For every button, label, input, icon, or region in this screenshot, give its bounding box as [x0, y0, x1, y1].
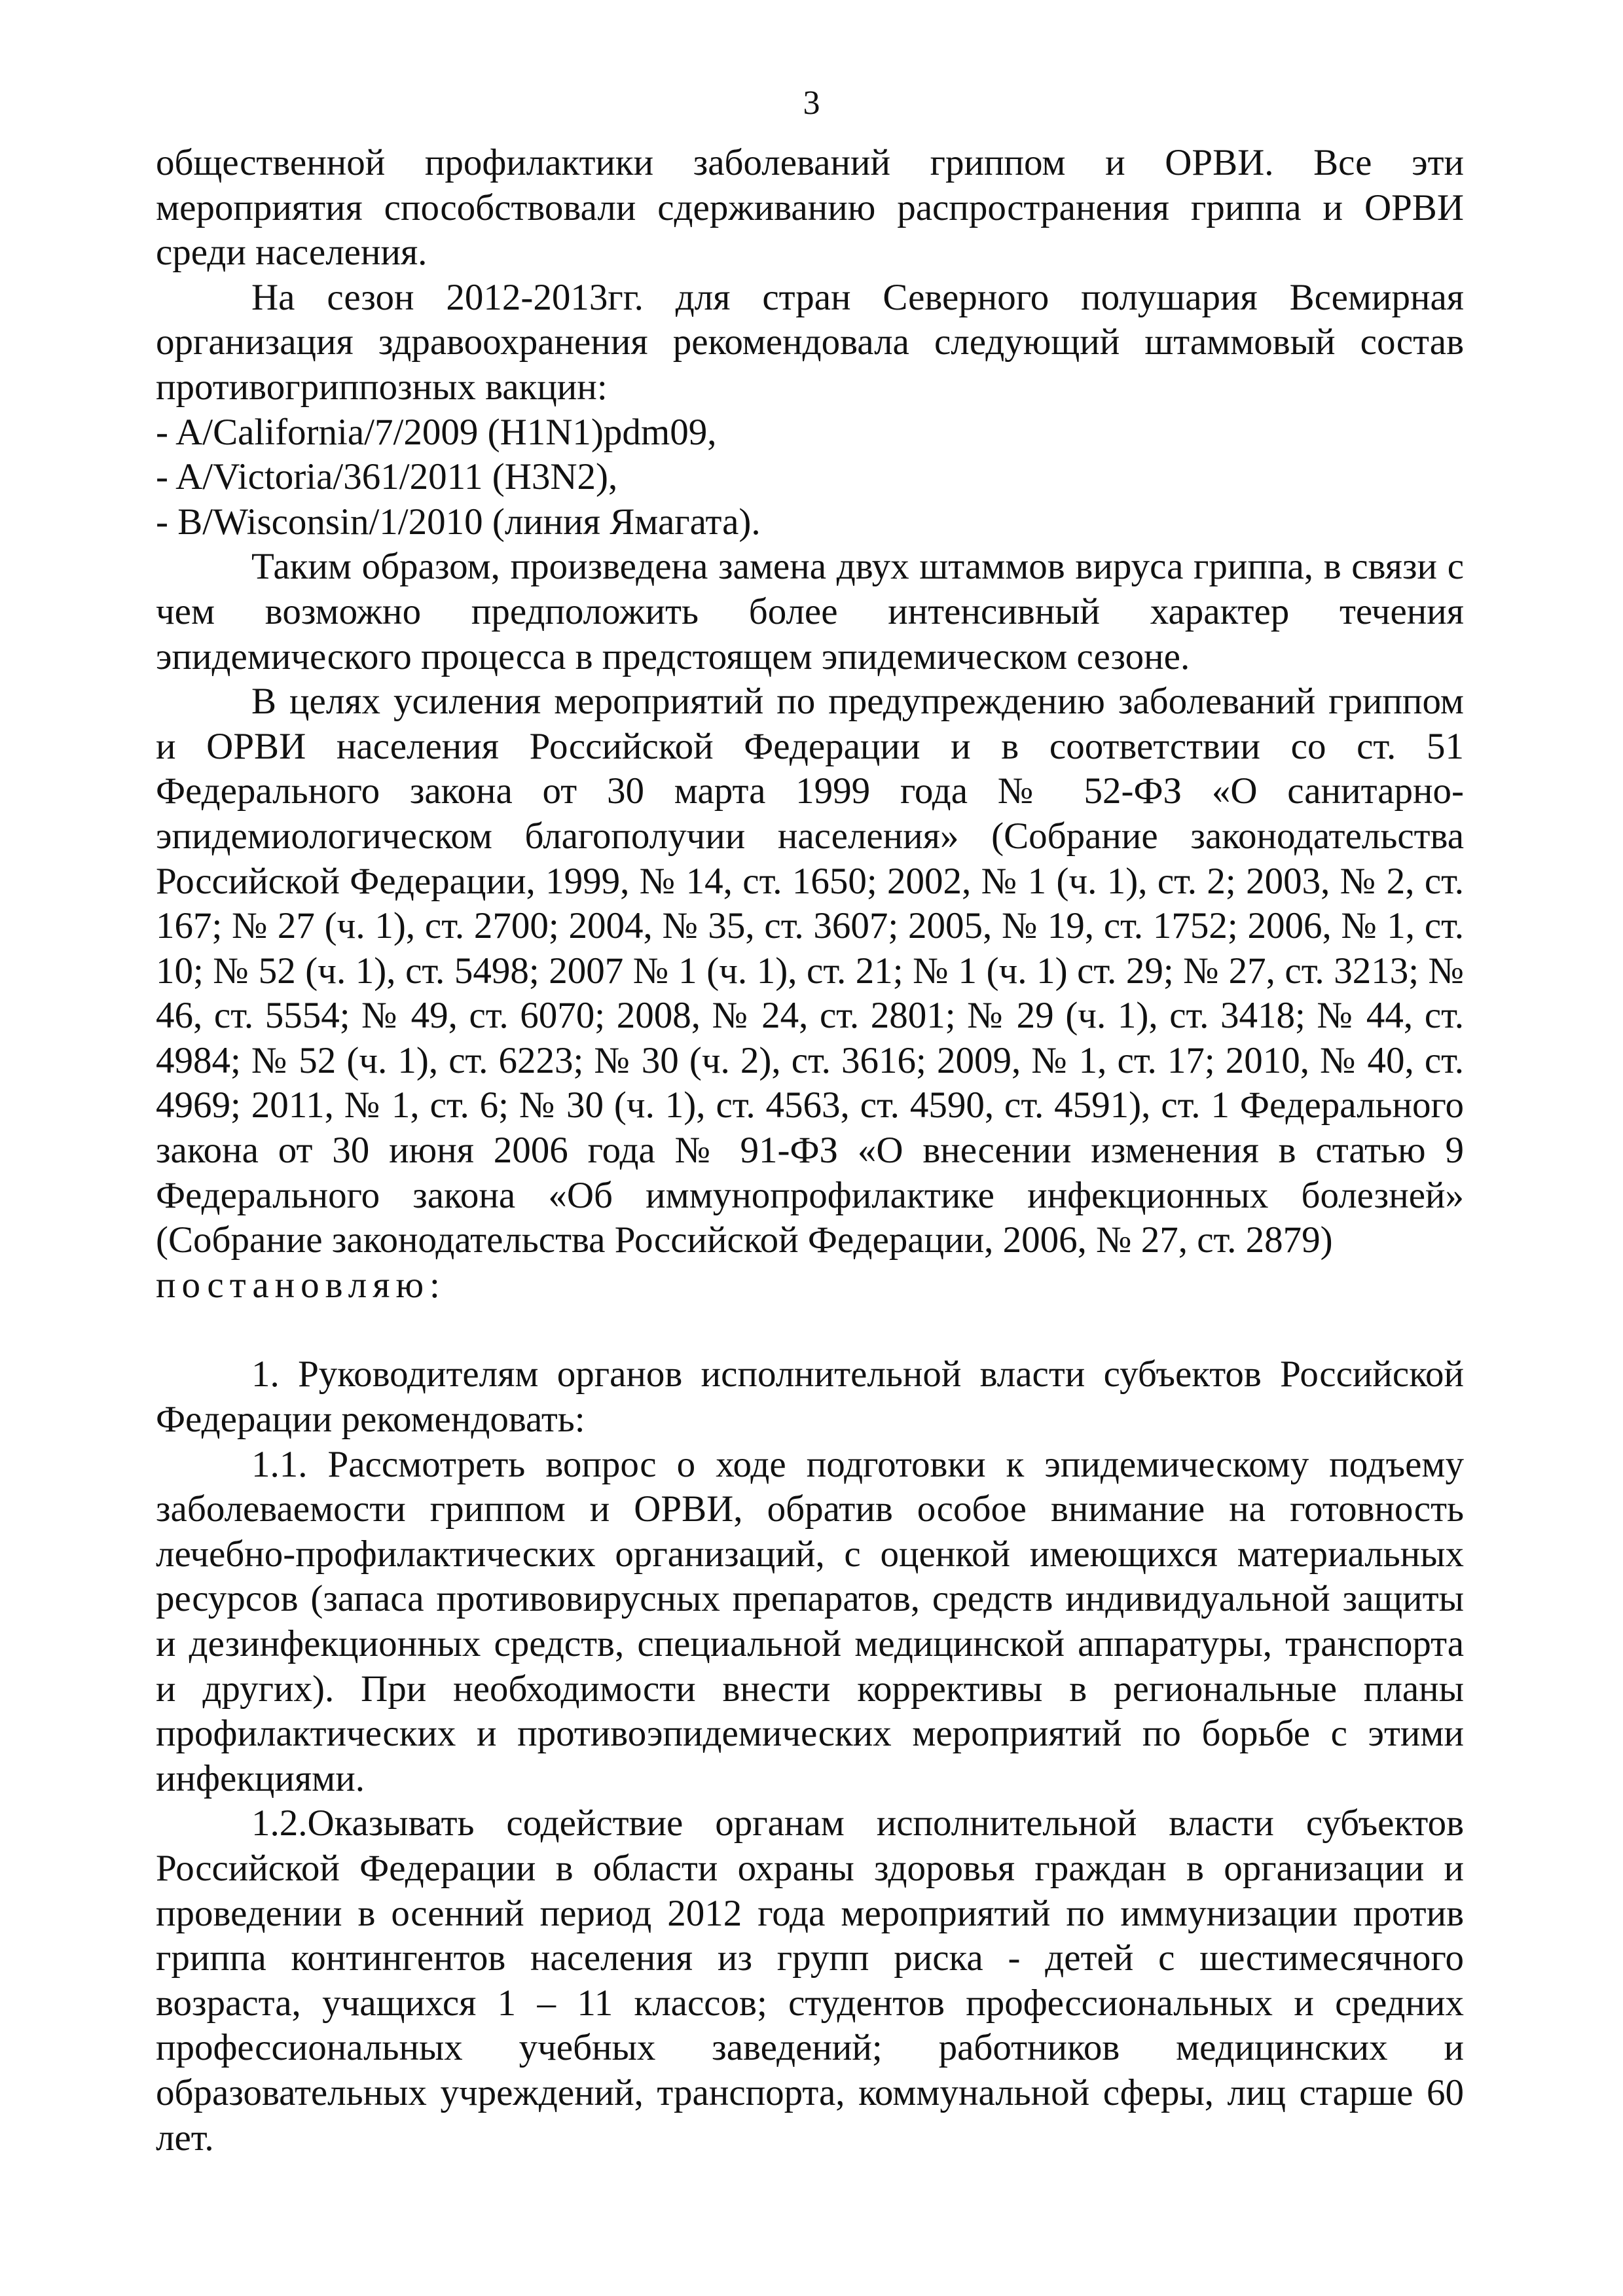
- paragraph-intro: общественной профилактики заболеваний гриппом и ОРВИ. Все эти мероприятия способствовали сдерживанию распространения гриппа и ОРВИ среди населения.: [156, 142, 1464, 274]
- item-1-2: 1.2.Оказывать содействие органам исполнительной власти субъектов Российской Федерации в области охраны здоровья граждан в организации и проведении в осенний период 2012 года мероприятий по иммунизации против гриппа контингентов населения из групп риска - детей с шестимесячного возраста, учащихся 1 – 11 классов; студентов профессиональных и средних профессиональных учебных заведений; работников медицинских и образовательных учреждений, транспорта, коммунальной сферы, лиц старше 60 лет.: [156, 1803, 1464, 2159]
- paragraph-legal-basis: В целях усиления мероприятий по предупреждению заболеваний гриппом и ОРВИ населения Российской Федерации и в соответствии со ст. 51 Федерального закона от 30 марта 1999 года № 52-ФЗ «О санитарно-эпидемиологическом благополучии населения» (Собрание законодательства Российской Федерации, 1999, № 14, ст. 1650; 2002, № 1 (ч. 1), ст. 2; 2003, № 2, ст. 167; № 27 (ч. 1), ст. 2700; 2004, № 35, ст. 3607; 2005, № 19, ст. 1752; 2006, № 1, ст. 10; № 52 (ч. 1), ст. 5498; 2007 № 1 (ч. 1), ст. 21; № 1 (ч. 1) ст. 29; № 27, ст. 3213; № 46, ст. 5554; № 49, ст. 6070; 2008, № 24, ст. 2801; № 29 (ч. 1), ст. 3418; № 44, ст. 4984; № 52 (ч. 1), ст. 6223; № 30 (ч. 2), ст. 3616; 2009, № 1, ст. 17; 2010, № 40, ст. 4969; 2011, № 1, ст. 6; № 30 (ч. 1), ст. 4563, ст. 4590, ст. 4591), ст. 1 Федерального закона от 30 июня 2006 года № 91-ФЗ «О внесении изменения в статью 9 Федерального закона «Об иммунопрофилактике инфекционных болезней» (Собрание законодательства Российской Федерации, 2006, № 27, ст. 2879): [156, 681, 1464, 1261]
- item-1: 1. Руководителям органов исполнительной власти субъектов Российской Федерации рекомендовать:: [156, 1354, 1464, 1441]
- document-body: [156, 141, 1464, 2161]
- paragraph-who-recommendation: На сезон 2012-2013гг. для стран Северного полушария Всемирная организация здравоохранения рекомендовала следующий штаммовый состав противогриппозных вакцин:: [156, 276, 1464, 408]
- paragraph-conclusion: Таким образом, произведена замена двух штаммов вируса гриппа, в связи с чем возможно предположить более интенсивный характер течения эпидемического процесса в предстоящем эпидемическом сезоне.: [156, 546, 1464, 677]
- page-number: 3: [803, 84, 820, 122]
- item-1-1: 1.1. Рассмотреть вопрос о ходе подготовки к эпидемическому подъему заболеваемости гриппом и ОРВИ, обратив особое внимание на готовность лечебно-профилактических организаций, с оценкой имеющихся материальных ресурсов (запаса противовирусных препаратов, средств индивидуальной защиты и дезинфекционных средств, специальной медицинской аппаратуры, транспорта и других). При необходимости внести коррективы в региональные планы профилактических и противоэпидемических мероприятий по борьбе с этими инфекциями.: [156, 1443, 1464, 1799]
- strain-item: - B/Wisconsin/1/2010 (линия Ямагата).: [156, 501, 761, 543]
- resolve-heading: постановляю:: [156, 1264, 446, 1306]
- spacer: [156, 1308, 1464, 1352]
- strain-item: - A/California/7/2009 (H1N1)pdm09,: [156, 411, 717, 453]
- strain-item: - A/Victoria/361/2011 (H3N2),: [156, 456, 618, 498]
